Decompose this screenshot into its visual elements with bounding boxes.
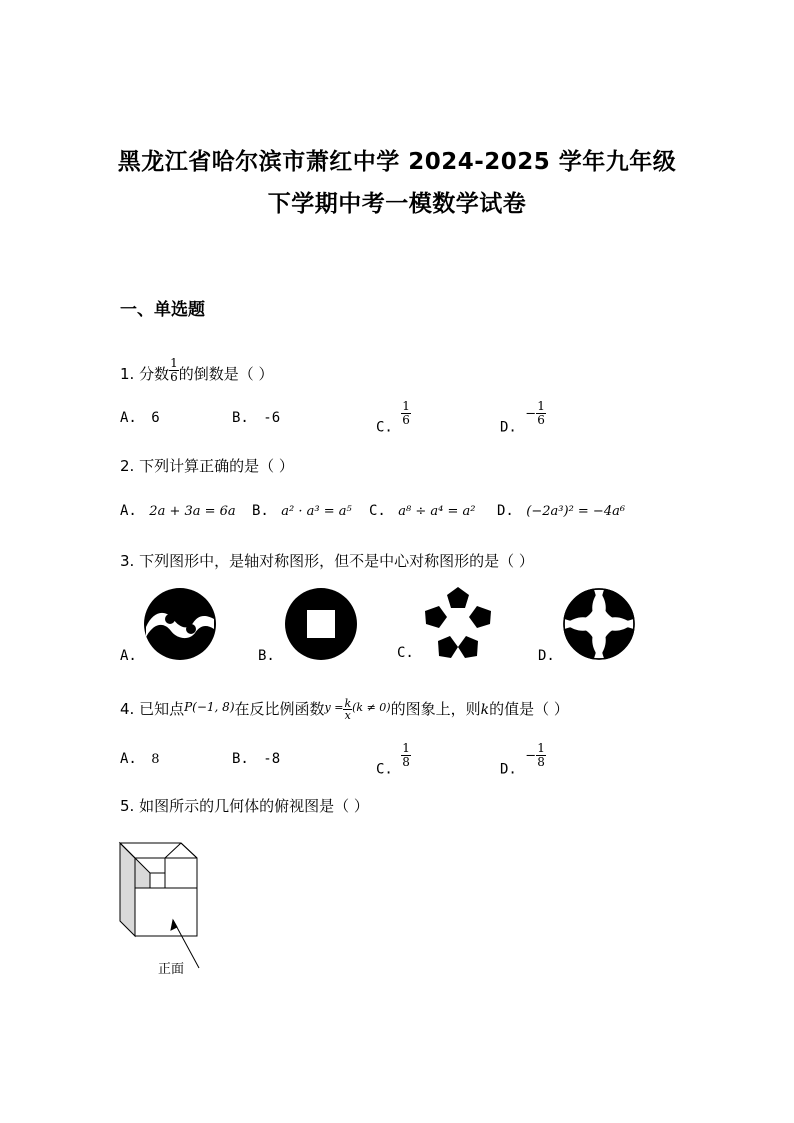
- minus-sign: −: [525, 406, 537, 422]
- question-number: 1.: [120, 365, 135, 383]
- q1-option-c[interactable]: [376, 400, 411, 436]
- fraction: [401, 742, 411, 769]
- question-number: 2.: [120, 457, 135, 475]
- fraction-numerator: k: [344, 697, 352, 710]
- function-condition: (k ≠ 0): [352, 701, 391, 714]
- q1-option-d[interactable]: [500, 400, 546, 436]
- point-expression: P(−1, 8): [184, 700, 235, 714]
- question-text: 的图象上，则: [390, 700, 481, 718]
- option-letter: A.: [120, 410, 137, 426]
- question-number: 3.: [120, 552, 135, 570]
- figure-label-front: 正面: [158, 962, 185, 977]
- fraction: [169, 357, 179, 384]
- fraction-numerator: 1: [402, 399, 410, 413]
- question-text: 的值是（ ）: [489, 700, 569, 718]
- option-letter: B.: [252, 503, 269, 519]
- q1-option-a[interactable]: [120, 410, 160, 426]
- question-text: 在反比例函数: [234, 700, 325, 718]
- option-letter: A.: [120, 751, 137, 767]
- variable-k: k: [480, 702, 490, 718]
- option-value: 8: [151, 752, 160, 767]
- question-3: [120, 550, 534, 571]
- fraction: [536, 742, 546, 769]
- question-text: 已知点: [139, 700, 185, 718]
- option-value: -6: [263, 410, 281, 426]
- q2-option-a[interactable]: [120, 503, 236, 519]
- option-value: -8: [263, 751, 281, 767]
- figure-a-wave-circle[interactable]: [143, 587, 217, 661]
- option-letter: D.: [497, 503, 514, 519]
- q3-option-a-letter[interactable]: A.: [120, 648, 137, 664]
- question-number: 4.: [120, 700, 135, 718]
- option-letter: C.: [376, 761, 393, 778]
- section-heading: 一、单选题: [120, 300, 205, 320]
- exam-title-line-2: 下学期中考一模数学试卷: [267, 191, 527, 217]
- question-number: 5.: [120, 797, 135, 815]
- fraction: [536, 400, 546, 427]
- option-letter: D.: [500, 419, 517, 436]
- q3-option-d-letter[interactable]: D.: [538, 648, 555, 664]
- option-letter: C.: [369, 503, 386, 519]
- fraction-numerator: 1: [537, 399, 545, 413]
- question-text: 下列图形中，是轴对称图形，但不是中心对称图形的是（ ）: [139, 552, 534, 570]
- fraction-numerator: 1: [170, 356, 178, 370]
- q2-option-d[interactable]: [497, 503, 625, 519]
- figure-c-pentagons[interactable]: [420, 585, 496, 661]
- geometry-solid-figure: [115, 838, 215, 978]
- fraction-numerator: 1: [537, 741, 545, 755]
- fraction-denominator: x: [344, 709, 351, 722]
- function-y: y =: [324, 701, 344, 714]
- option-expression: a² · a³ = a⁵: [281, 504, 352, 519]
- question-text: 分数: [139, 365, 170, 383]
- question-4: [120, 698, 569, 721]
- option-expression: (−2a³)² = −4a⁶: [526, 504, 626, 519]
- question-2: [120, 455, 294, 476]
- option-value: 6: [151, 410, 160, 426]
- figure-b-coin-square[interactable]: [284, 587, 358, 661]
- fraction-denominator: 6: [537, 413, 545, 427]
- q4-option-d[interactable]: [500, 742, 546, 778]
- option-expression: a⁸ ÷ a⁴ = a²: [398, 504, 476, 519]
- option-letter: B.: [232, 751, 249, 767]
- fraction-numerator: 1: [402, 741, 410, 755]
- function-fraction: [343, 698, 352, 721]
- minus-sign: −: [525, 748, 537, 764]
- q3-option-b-letter[interactable]: B.: [258, 648, 275, 664]
- q4-option-b[interactable]: [232, 751, 280, 767]
- fraction-denominator: 8: [402, 755, 410, 769]
- fraction: [401, 400, 411, 427]
- q1-option-b[interactable]: [232, 410, 280, 426]
- figure-d-four-petal[interactable]: [562, 587, 636, 661]
- q3-option-c-letter[interactable]: C.: [397, 645, 414, 661]
- exam-title-line-1: 黑龙江省哈尔滨市萧红中学 2024-2025 学年九年级: [117, 149, 677, 175]
- option-letter: B.: [232, 410, 249, 426]
- q4-option-c[interactable]: [376, 742, 411, 778]
- question-1: [120, 357, 274, 384]
- question-text: 下列计算正确的是（ ）: [139, 457, 294, 475]
- q2-option-b[interactable]: [252, 503, 352, 519]
- option-letter: C.: [376, 419, 393, 436]
- fraction-denominator: 6: [402, 413, 410, 427]
- question-5: [120, 795, 369, 816]
- q4-option-a[interactable]: [120, 751, 160, 767]
- fraction-denominator: 6: [170, 370, 178, 384]
- question-text: 如图所示的几何体的俯视图是（ ）: [139, 797, 369, 815]
- question-text: 的倒数是（ ）: [178, 365, 274, 383]
- q2-option-c[interactable]: [369, 503, 476, 519]
- option-letter: D.: [500, 761, 517, 778]
- option-letter: A.: [120, 503, 137, 519]
- fraction-denominator: 8: [537, 755, 545, 769]
- option-expression: 2a + 3a = 6a: [149, 504, 236, 519]
